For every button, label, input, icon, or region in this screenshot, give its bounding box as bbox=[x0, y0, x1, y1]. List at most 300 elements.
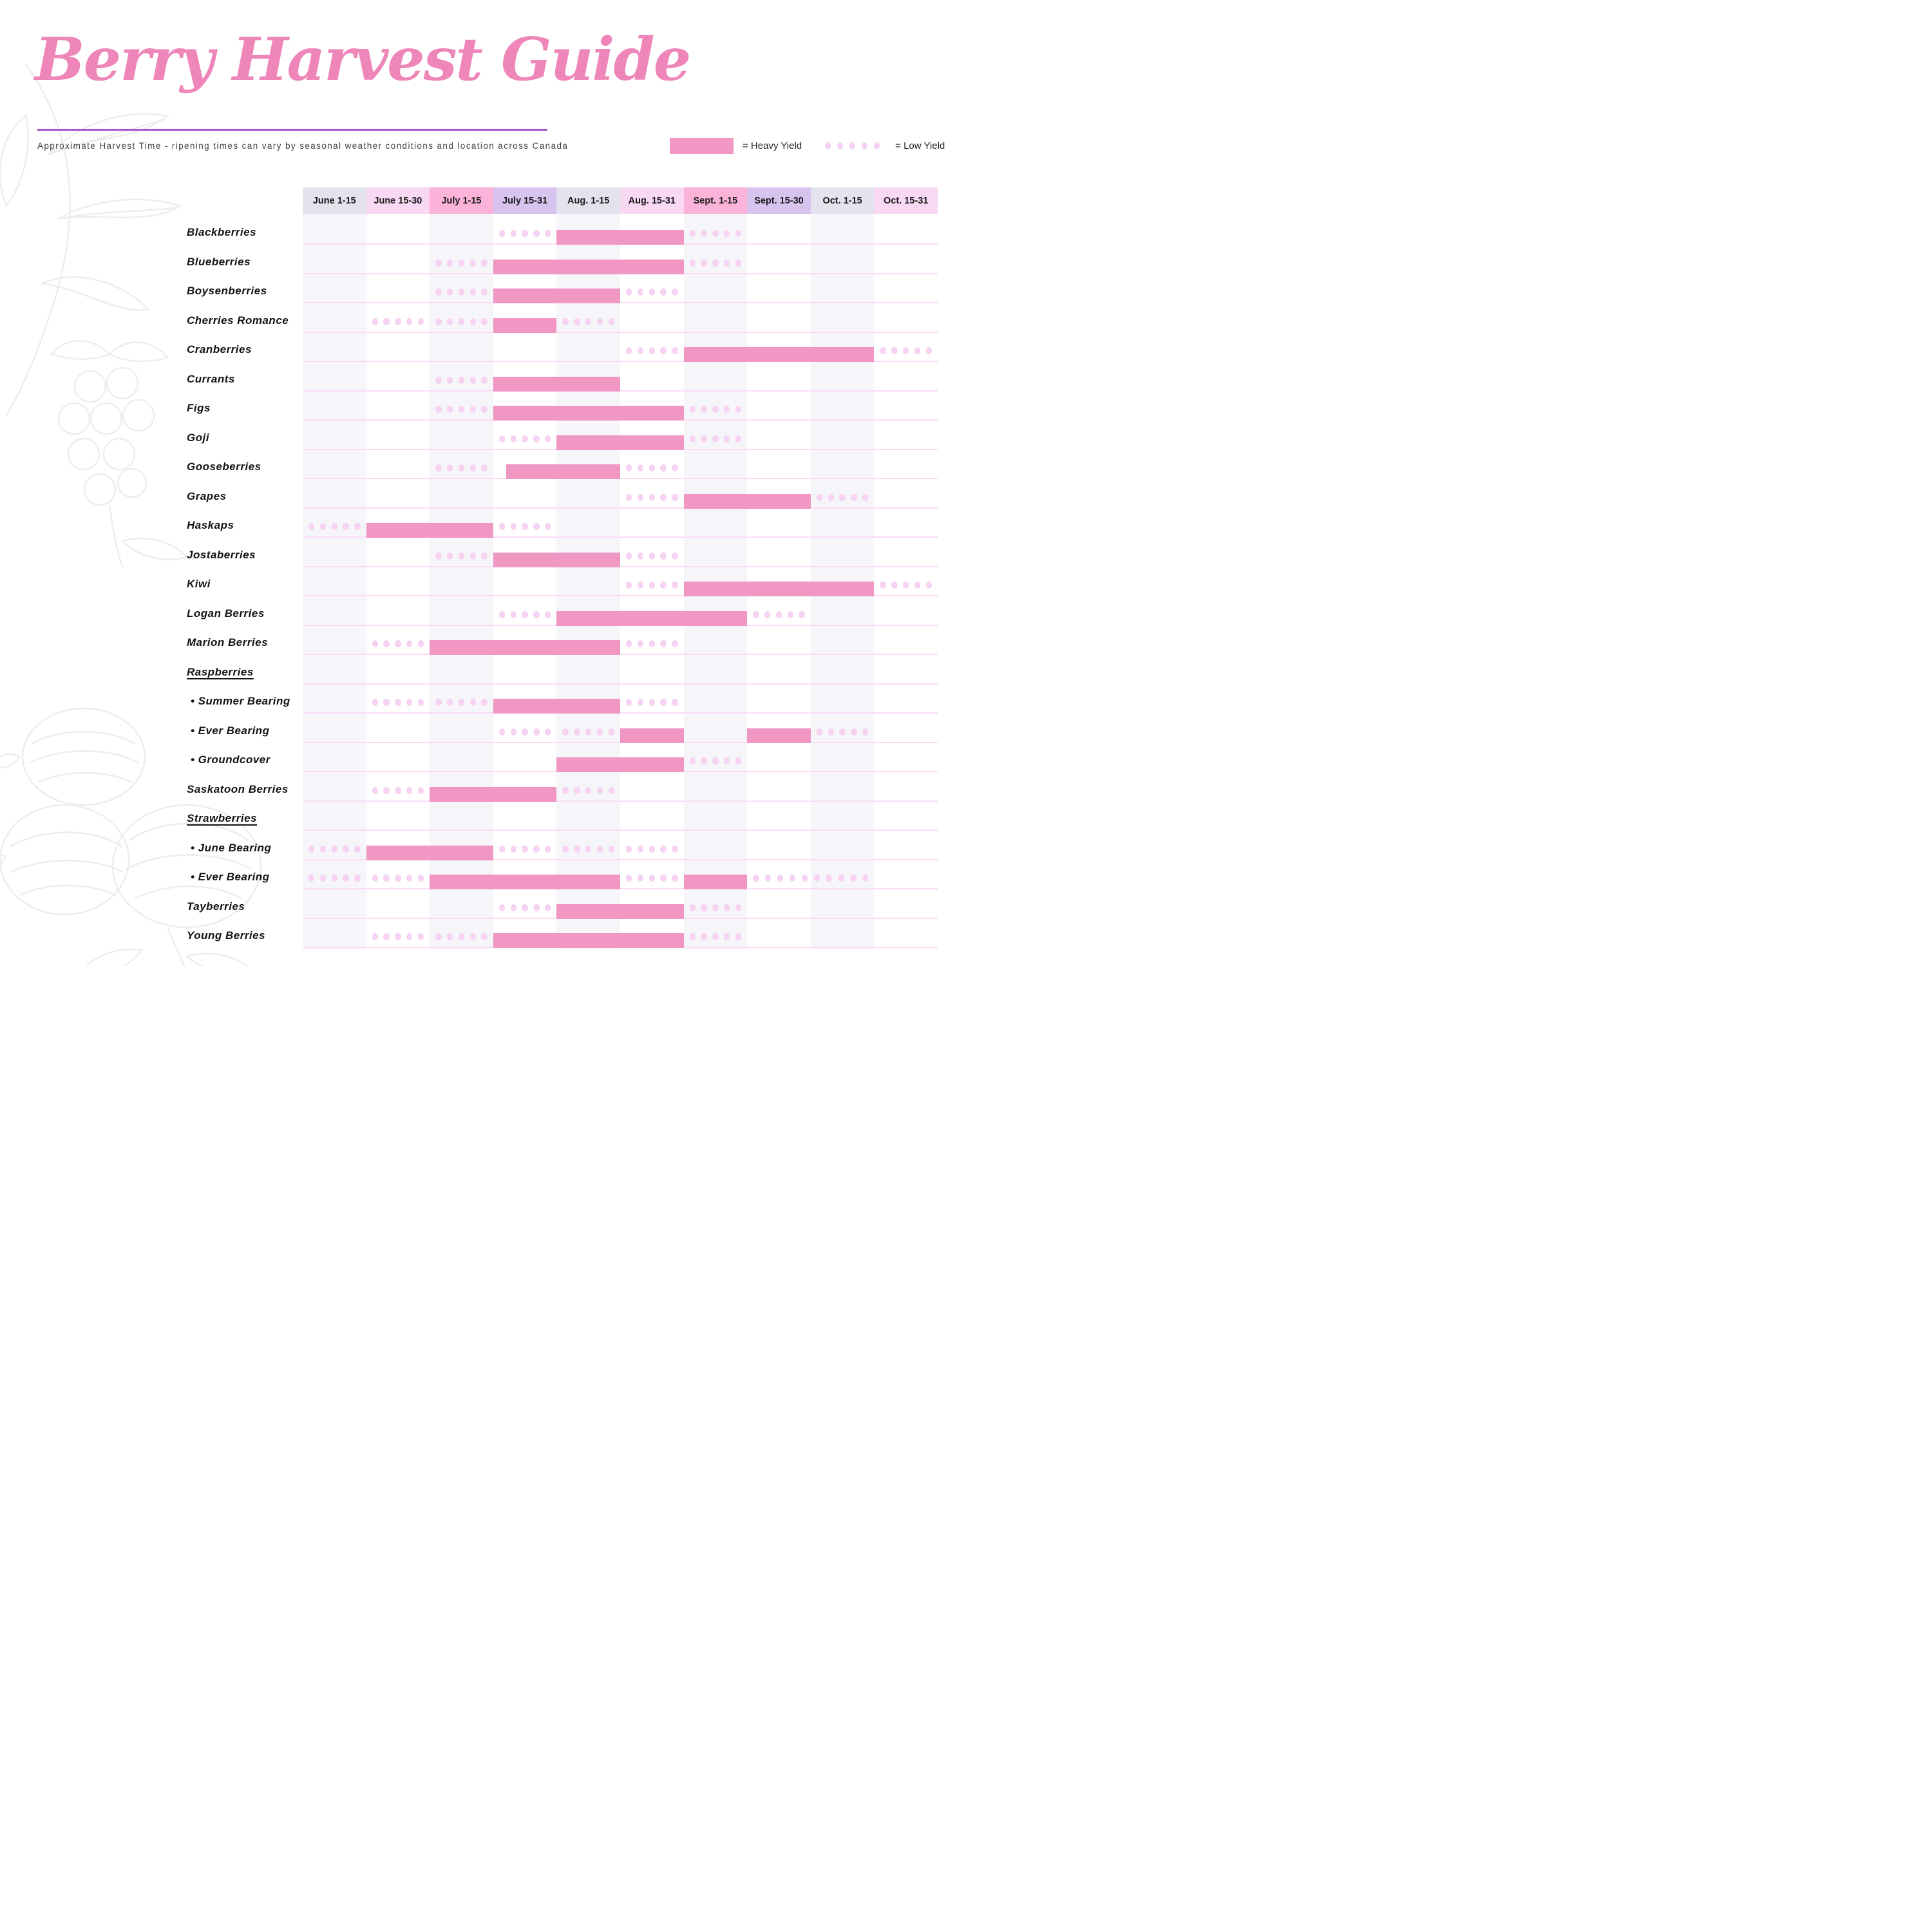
low-yield-dot bbox=[649, 582, 655, 589]
low-yield-dot bbox=[638, 289, 643, 296]
low-yield-dot bbox=[447, 464, 453, 471]
low-yield-dot bbox=[712, 904, 718, 911]
heavy-yield-bar bbox=[556, 435, 683, 450]
low-yield-dot bbox=[660, 553, 666, 560]
low-yield-dot bbox=[862, 728, 868, 735]
harvest-row bbox=[0, 714, 966, 743]
heavy-yield-bar bbox=[684, 582, 875, 596]
low-yield-dot bbox=[499, 435, 505, 442]
low-yield-dot bbox=[660, 289, 666, 296]
low-yield-dot bbox=[418, 640, 424, 647]
heavy-yield-label: = Heavy Yield bbox=[743, 140, 802, 151]
low-yield-dot bbox=[690, 435, 696, 442]
low-yield-dot bbox=[649, 875, 655, 882]
low-yield-dot bbox=[837, 142, 843, 149]
low-yield-dot bbox=[788, 611, 793, 618]
low-yield-dot bbox=[690, 933, 696, 940]
low-yield-dot bbox=[724, 230, 730, 237]
low-yield-dot bbox=[447, 406, 453, 413]
low-yield-dot bbox=[724, 260, 730, 267]
low-yield-dot bbox=[712, 260, 718, 267]
low-yield-dot bbox=[395, 699, 401, 706]
low-yield-dot bbox=[672, 289, 677, 296]
low-yield-dot bbox=[459, 318, 464, 325]
low-yield-dot bbox=[481, 377, 487, 384]
low-yield-dot bbox=[672, 582, 677, 589]
low-yield-dot bbox=[418, 933, 424, 940]
heavy-yield-bar bbox=[556, 757, 683, 772]
low-yield-dot bbox=[609, 728, 614, 735]
low-yield-dot bbox=[862, 875, 868, 882]
low-yield-dot bbox=[753, 875, 759, 882]
low-yield-dot bbox=[459, 933, 464, 940]
row-label: Blackberries bbox=[187, 226, 257, 238]
low-yield-dot bbox=[735, 904, 741, 911]
low-yield-dot bbox=[724, 406, 730, 413]
column-header: Oct. 15-31 bbox=[874, 187, 938, 214]
low-yield-dot bbox=[724, 435, 730, 442]
harvest-row bbox=[0, 216, 966, 245]
low-yield-dot bbox=[609, 787, 614, 794]
low-yield-dot bbox=[903, 582, 909, 589]
harvest-row bbox=[0, 274, 966, 304]
low-yield-dot bbox=[672, 875, 677, 882]
low-yield-dot bbox=[470, 553, 476, 560]
low-yield-dot bbox=[660, 699, 666, 706]
harvest-row bbox=[0, 831, 966, 860]
low-yield-dot bbox=[418, 318, 424, 325]
low-yield-dot bbox=[649, 699, 655, 706]
low-yield-dot bbox=[660, 494, 666, 501]
low-yield-dot bbox=[459, 464, 464, 471]
low-yield-dot bbox=[597, 787, 603, 794]
low-yield-dot bbox=[435, 553, 441, 560]
low-yield-dot bbox=[828, 728, 834, 735]
column-header: Aug. 15-31 bbox=[620, 187, 684, 214]
low-yield-dot bbox=[862, 142, 867, 149]
berry-harvest-guide-page bbox=[0, 0, 966, 966]
low-yield-dot bbox=[511, 230, 516, 237]
low-yield-dots-sample bbox=[825, 142, 886, 149]
harvest-row bbox=[0, 860, 966, 890]
low-yield-dot bbox=[499, 611, 505, 618]
harvest-row bbox=[0, 596, 966, 626]
low-yield-dot bbox=[660, 846, 666, 853]
low-yield-dot bbox=[926, 347, 932, 354]
low-yield-dot bbox=[522, 435, 527, 442]
low-yield-dot bbox=[701, 757, 706, 764]
title-underline bbox=[37, 129, 547, 131]
harvest-row bbox=[0, 450, 966, 480]
low-yield-dot bbox=[712, 757, 718, 764]
low-yield-dot bbox=[533, 435, 539, 442]
low-yield-dot bbox=[406, 699, 412, 706]
low-yield-dot bbox=[826, 875, 831, 882]
low-yield-dot bbox=[712, 406, 718, 413]
low-yield-dot bbox=[320, 523, 326, 530]
column-header: Sept. 1-15 bbox=[684, 187, 748, 214]
harvest-row bbox=[0, 772, 966, 802]
low-yield-dot bbox=[545, 523, 551, 530]
low-yield-dot bbox=[638, 582, 643, 589]
low-yield-dot bbox=[672, 640, 677, 647]
low-yield-dot bbox=[649, 640, 655, 647]
low-yield-dot bbox=[799, 611, 804, 618]
low-yield-dot bbox=[574, 846, 580, 853]
column-header: July 15-31 bbox=[493, 187, 557, 214]
low-yield-dot bbox=[383, 875, 389, 882]
low-yield-dot bbox=[533, 230, 539, 237]
low-yield-dot bbox=[383, 699, 389, 706]
low-yield-dot bbox=[447, 699, 453, 706]
low-yield-dot bbox=[372, 318, 378, 325]
low-yield-dot bbox=[545, 846, 551, 853]
low-yield-dot bbox=[354, 875, 360, 882]
low-yield-dot bbox=[649, 846, 655, 853]
low-yield-dot bbox=[470, 406, 476, 413]
heavy-yield-bar bbox=[556, 904, 683, 919]
low-yield-dot bbox=[447, 933, 453, 940]
low-yield-dot bbox=[320, 875, 326, 882]
low-yield-dot bbox=[724, 933, 730, 940]
row-label: Figs bbox=[187, 402, 211, 414]
low-yield-dot bbox=[672, 464, 677, 471]
low-yield-dot bbox=[545, 230, 551, 237]
low-yield-dot bbox=[701, 406, 706, 413]
low-yield-dot bbox=[609, 846, 614, 853]
row-label: Cranberries bbox=[187, 343, 252, 355]
low-yield-dot bbox=[626, 289, 632, 296]
row-label: • Summer Bearing bbox=[191, 695, 290, 707]
low-yield-dot bbox=[522, 611, 527, 618]
low-yield-dot bbox=[435, 318, 441, 325]
heavy-yield-bar bbox=[430, 787, 556, 802]
low-yield-dot bbox=[481, 406, 487, 413]
low-yield-dot bbox=[499, 904, 505, 911]
low-yield-dot bbox=[499, 230, 505, 237]
low-yield-dot bbox=[499, 846, 505, 853]
subtitle-text: Approximate Harvest Time - ripening times can vary by seasonal weather conditions and location across Canada bbox=[37, 141, 569, 151]
low-yield-dot bbox=[447, 553, 453, 560]
low-yield-dot bbox=[447, 318, 453, 325]
low-yield-dot bbox=[395, 875, 401, 882]
low-yield-dot bbox=[638, 699, 643, 706]
heavy-yield-bar bbox=[493, 933, 684, 948]
low-yield-dot bbox=[638, 494, 643, 501]
low-yield-dot bbox=[874, 142, 880, 149]
low-yield-dot bbox=[585, 846, 591, 853]
low-yield-dot bbox=[817, 728, 822, 735]
harvest-row bbox=[0, 567, 966, 597]
low-yield-dot bbox=[470, 289, 476, 296]
harvest-row bbox=[0, 421, 966, 450]
column-header: June 15-30 bbox=[366, 187, 430, 214]
low-yield-dot bbox=[481, 318, 487, 325]
heavy-yield-bar bbox=[366, 846, 493, 860]
low-yield-dot bbox=[545, 435, 551, 442]
low-yield-dot bbox=[459, 406, 464, 413]
row-label: Logan Berries bbox=[187, 607, 265, 620]
low-yield-dot bbox=[511, 523, 516, 530]
low-yield-dot bbox=[481, 699, 487, 706]
low-yield-dot bbox=[880, 582, 886, 589]
low-yield-dot bbox=[435, 289, 441, 296]
heavy-yield-bar bbox=[493, 406, 684, 421]
low-yield-dot bbox=[672, 347, 677, 354]
low-yield-dot bbox=[435, 260, 441, 267]
low-yield-dot bbox=[383, 787, 389, 794]
low-yield-dot bbox=[585, 728, 591, 735]
low-yield-dot bbox=[649, 494, 655, 501]
low-yield-dot bbox=[597, 846, 603, 853]
low-yield-dot bbox=[533, 728, 539, 735]
low-yield-dot bbox=[308, 846, 314, 853]
low-yield-dot bbox=[776, 611, 782, 618]
low-yield-dot bbox=[753, 611, 759, 618]
low-yield-dot bbox=[849, 142, 855, 149]
heavy-yield-bar bbox=[493, 318, 557, 333]
low-yield-dot bbox=[511, 846, 516, 853]
low-yield-dot bbox=[372, 640, 378, 647]
low-yield-dot bbox=[481, 553, 487, 560]
low-yield-dot bbox=[499, 728, 505, 735]
low-yield-dot bbox=[533, 904, 539, 911]
low-yield-dot bbox=[459, 260, 464, 267]
row-label: • Ever Bearing bbox=[191, 871, 270, 883]
low-yield-dot bbox=[470, 260, 476, 267]
low-yield-dot bbox=[672, 699, 677, 706]
heavy-yield-bar bbox=[620, 728, 684, 743]
low-yield-dot bbox=[825, 142, 831, 149]
low-yield-dot bbox=[406, 318, 412, 325]
low-yield-dot bbox=[626, 582, 632, 589]
low-yield-dot bbox=[499, 523, 505, 530]
low-yield-dot bbox=[585, 318, 591, 325]
low-yield-dot bbox=[690, 260, 696, 267]
low-yield-dot bbox=[638, 347, 643, 354]
low-yield-dot bbox=[481, 260, 487, 267]
row-label: Jostaberries bbox=[187, 548, 256, 561]
low-yield-dot bbox=[383, 640, 389, 647]
harvest-row bbox=[0, 802, 966, 831]
low-yield-dot bbox=[660, 347, 666, 354]
harvest-row bbox=[0, 509, 966, 538]
low-yield-dot bbox=[626, 640, 632, 647]
low-yield-dot bbox=[828, 494, 834, 501]
low-yield-dot bbox=[764, 611, 770, 618]
low-yield-dot bbox=[511, 611, 516, 618]
low-yield-dot bbox=[459, 553, 464, 560]
heavy-yield-bar bbox=[493, 260, 684, 274]
low-yield-dot bbox=[777, 875, 783, 882]
low-yield-dot bbox=[435, 377, 441, 384]
low-yield-dot bbox=[562, 787, 568, 794]
low-yield-dot bbox=[418, 699, 424, 706]
heavy-yield-bar bbox=[493, 377, 620, 392]
low-yield-dot bbox=[470, 464, 476, 471]
column-header: June 1-15 bbox=[303, 187, 366, 214]
low-yield-dot bbox=[638, 846, 643, 853]
low-yield-dot bbox=[597, 318, 603, 325]
low-yield-dot bbox=[802, 875, 808, 882]
harvest-row bbox=[0, 889, 966, 919]
low-yield-dot bbox=[522, 230, 527, 237]
low-yield-dot bbox=[851, 494, 857, 501]
row-label: • Groundcover bbox=[191, 753, 270, 766]
low-yield-dot bbox=[533, 523, 539, 530]
low-yield-dot bbox=[574, 787, 580, 794]
harvest-row bbox=[0, 685, 966, 714]
heavy-yield-bar bbox=[493, 699, 620, 714]
low-yield-dot bbox=[459, 699, 464, 706]
low-yield-dot bbox=[585, 787, 591, 794]
low-yield-dot bbox=[724, 904, 730, 911]
low-yield-dot bbox=[690, 904, 696, 911]
low-yield-dot bbox=[660, 640, 666, 647]
low-yield-dot bbox=[511, 728, 516, 735]
low-yield-dot bbox=[522, 728, 527, 735]
low-yield-dot bbox=[435, 933, 441, 940]
low-yield-dot bbox=[790, 875, 795, 882]
column-header: July 1-15 bbox=[430, 187, 493, 214]
row-label: Strawberries bbox=[187, 812, 257, 824]
heavy-yield-bar bbox=[493, 289, 620, 303]
low-yield-dot bbox=[597, 728, 603, 735]
low-yield-dot bbox=[372, 787, 378, 794]
low-yield-dot bbox=[660, 464, 666, 471]
low-yield-dot bbox=[701, 933, 706, 940]
heavy-yield-bar bbox=[684, 347, 875, 362]
row-label: Gooseberries bbox=[187, 460, 261, 473]
low-yield-dot bbox=[903, 347, 909, 354]
low-yield-dot bbox=[395, 787, 401, 794]
harvest-row bbox=[0, 626, 966, 656]
low-yield-dot bbox=[690, 406, 696, 413]
low-yield-dot bbox=[332, 523, 337, 530]
low-yield-dot bbox=[626, 553, 632, 560]
low-yield-dot bbox=[447, 377, 453, 384]
low-yield-dot bbox=[372, 875, 378, 882]
low-yield-dot bbox=[712, 230, 718, 237]
low-yield-dot bbox=[701, 230, 706, 237]
column-header: Sept. 15-30 bbox=[747, 187, 811, 214]
low-yield-dot bbox=[765, 875, 771, 882]
low-yield-dot bbox=[406, 933, 412, 940]
low-yield-dot bbox=[862, 494, 868, 501]
row-label: Blueberries bbox=[187, 255, 251, 268]
heavy-yield-bar bbox=[493, 553, 620, 567]
heavy-yield-swatch bbox=[670, 138, 734, 154]
low-yield-dot bbox=[447, 260, 453, 267]
low-yield-dot bbox=[701, 904, 706, 911]
low-yield-dot bbox=[626, 464, 632, 471]
low-yield-dot bbox=[574, 318, 580, 325]
heavy-yield-bar bbox=[556, 611, 747, 626]
harvest-row bbox=[0, 333, 966, 363]
harvest-row bbox=[0, 392, 966, 421]
low-yield-dot bbox=[332, 875, 337, 882]
low-yield-dot bbox=[354, 523, 360, 530]
low-yield-dot bbox=[511, 904, 516, 911]
low-yield-dot bbox=[383, 933, 389, 940]
row-label: Young Berries bbox=[187, 929, 266, 942]
heavy-yield-bar bbox=[430, 640, 620, 655]
row-label: Boysenberries bbox=[187, 285, 267, 297]
low-yield-dot bbox=[435, 464, 441, 471]
harvest-row bbox=[0, 362, 966, 392]
low-yield-dot bbox=[574, 728, 580, 735]
low-yield-dot bbox=[626, 875, 632, 882]
low-yield-dot bbox=[626, 494, 632, 501]
row-label: Marion Berries bbox=[187, 636, 269, 649]
low-yield-dot bbox=[626, 699, 632, 706]
low-yield-dot bbox=[735, 230, 741, 237]
low-yield-dot bbox=[308, 523, 314, 530]
low-yield-dot bbox=[850, 875, 856, 882]
low-yield-dot bbox=[880, 347, 886, 354]
low-yield-dot bbox=[470, 377, 476, 384]
low-yield-dot bbox=[649, 289, 655, 296]
low-yield-dot bbox=[545, 728, 551, 735]
low-yield-dot bbox=[470, 318, 476, 325]
harvest-row bbox=[0, 538, 966, 567]
low-yield-dot bbox=[817, 494, 822, 501]
low-yield-dot bbox=[481, 933, 487, 940]
row-label: Currants bbox=[187, 372, 235, 385]
low-yield-dot bbox=[354, 846, 360, 853]
low-yield-dot bbox=[435, 699, 441, 706]
low-yield-dot bbox=[343, 523, 348, 530]
low-yield-dot bbox=[533, 846, 539, 853]
low-yield-dot bbox=[838, 875, 844, 882]
low-yield-dot bbox=[914, 347, 920, 354]
low-yield-dot bbox=[395, 318, 401, 325]
low-yield-dot bbox=[395, 640, 401, 647]
low-yield-dot bbox=[545, 904, 551, 911]
low-yield-dot bbox=[372, 933, 378, 940]
low-yield-dot bbox=[672, 494, 677, 501]
heavy-yield-bar bbox=[684, 494, 811, 509]
low-yield-dot bbox=[545, 611, 551, 618]
low-yield-dot bbox=[459, 289, 464, 296]
low-yield-dot bbox=[406, 875, 412, 882]
low-yield-dot bbox=[418, 875, 424, 882]
low-yield-dot bbox=[638, 553, 643, 560]
low-yield-dot bbox=[308, 875, 314, 882]
low-yield-dot bbox=[332, 846, 337, 853]
low-yield-dot bbox=[851, 728, 857, 735]
low-yield-dot bbox=[418, 787, 424, 794]
low-yield-dot bbox=[562, 846, 568, 853]
low-yield-dot bbox=[735, 757, 741, 764]
row-label: Kiwi bbox=[187, 578, 211, 590]
page-title: Berry Harvest Guide bbox=[35, 24, 690, 94]
low-yield-dot bbox=[735, 260, 741, 267]
heavy-yield-bar bbox=[556, 230, 683, 245]
low-yield-dot bbox=[649, 553, 655, 560]
low-yield-dot bbox=[609, 318, 614, 325]
heavy-yield-bar bbox=[747, 728, 811, 743]
low-yield-dot bbox=[814, 875, 820, 882]
low-yield-dot bbox=[343, 875, 348, 882]
low-yield-dot bbox=[891, 347, 897, 354]
low-yield-dot bbox=[626, 347, 632, 354]
low-yield-dot bbox=[638, 875, 643, 882]
low-yield-dot bbox=[470, 699, 476, 706]
low-yield-dot bbox=[914, 582, 920, 589]
harvest-row bbox=[0, 743, 966, 773]
row-label: • Ever Bearing bbox=[191, 724, 270, 737]
